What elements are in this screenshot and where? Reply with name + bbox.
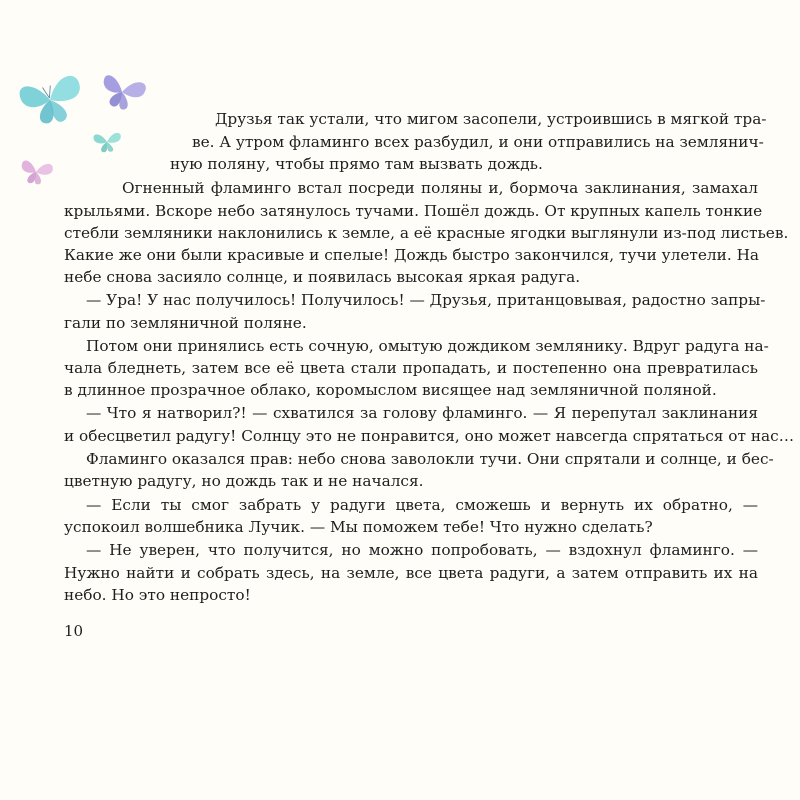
- text-line: стебли земляники наклонились к земле, а её красные ягодки выглянули из-под листьев.: [64, 224, 789, 242]
- text-line: — Если ты смог забрать у радуги цвета, сможешь и вернуть их обратно, —: [86, 496, 758, 514]
- text-line: — Что я натворил?! — схватился за голову фламинго. — Я перепутал заклинания: [86, 404, 758, 422]
- text-line: гали по земляничной поляне.: [64, 314, 307, 332]
- text-line: небо. Но это непросто!: [64, 586, 251, 604]
- text-line: чала бледнеть, затем все её цвета стали пропадать, и постепенно она превратилась: [64, 359, 758, 377]
- text-line: в длинное прозрачное облако, коромыслом висящее над земляничной поляной.: [64, 381, 717, 399]
- butterfly-icon: [18, 73, 88, 131]
- text-line: цветную радугу, но дождь так и не начался.: [64, 472, 424, 490]
- text-line: ве. А утром фламинго всех разбудил, и они отправились на землянич-: [192, 133, 764, 151]
- text-line: Друзья так устали, что мигом засопели, устроившись в мягкой тра-: [215, 110, 767, 128]
- text-line: успокоил волшебника Лучик. — Мы поможем тебе! Что нужно сделать?: [64, 518, 653, 536]
- text-line: Огненный фламинго встал посреди поляны и, бормоча заклинания, замахал: [122, 179, 758, 197]
- text-line: и обесцветил радугу! Солнцу это не понравится, оно может навсегда спрятаться от нас…: [64, 427, 795, 445]
- text-line: ную поляну, чтобы прямо там вызвать дождь.: [170, 155, 543, 173]
- page-number: 10: [64, 622, 84, 640]
- text-line: — Ура! У нас получилось! Получилось! — Друзья, пританцовывая, радостно запры-: [86, 291, 766, 309]
- text-line: Какие же они были красивые и спелые! Дождь быстро закончился, тучи улетели. На: [64, 246, 760, 264]
- text-line: Потом они принялись есть сочную, омытую дождиком землянику. Вдруг радуга на-: [86, 337, 769, 355]
- butterfly-icon: [99, 74, 147, 113]
- text-line: — Не уверен, что получится, но можно попробовать, — вздохнул фламинго. —: [86, 541, 758, 559]
- text-line: небе снова засияло солнце, и появилась высокая яркая радуга.: [64, 268, 581, 286]
- text-line: крыльями. Вскоре небо затянулось тучами. Пошёл дождь. От крупных капель тонкие: [64, 202, 763, 220]
- butterfly-icon: [93, 132, 122, 153]
- text-line: Нужно найти и собрать здесь, на земле, все цвета радуги, а затем отправить их на: [64, 564, 758, 582]
- butterfly-icon: [19, 160, 53, 186]
- text-line: Фламинго оказался прав: небо снова заволокли тучи. Они спрятали и солнце, и бес-: [86, 450, 774, 468]
